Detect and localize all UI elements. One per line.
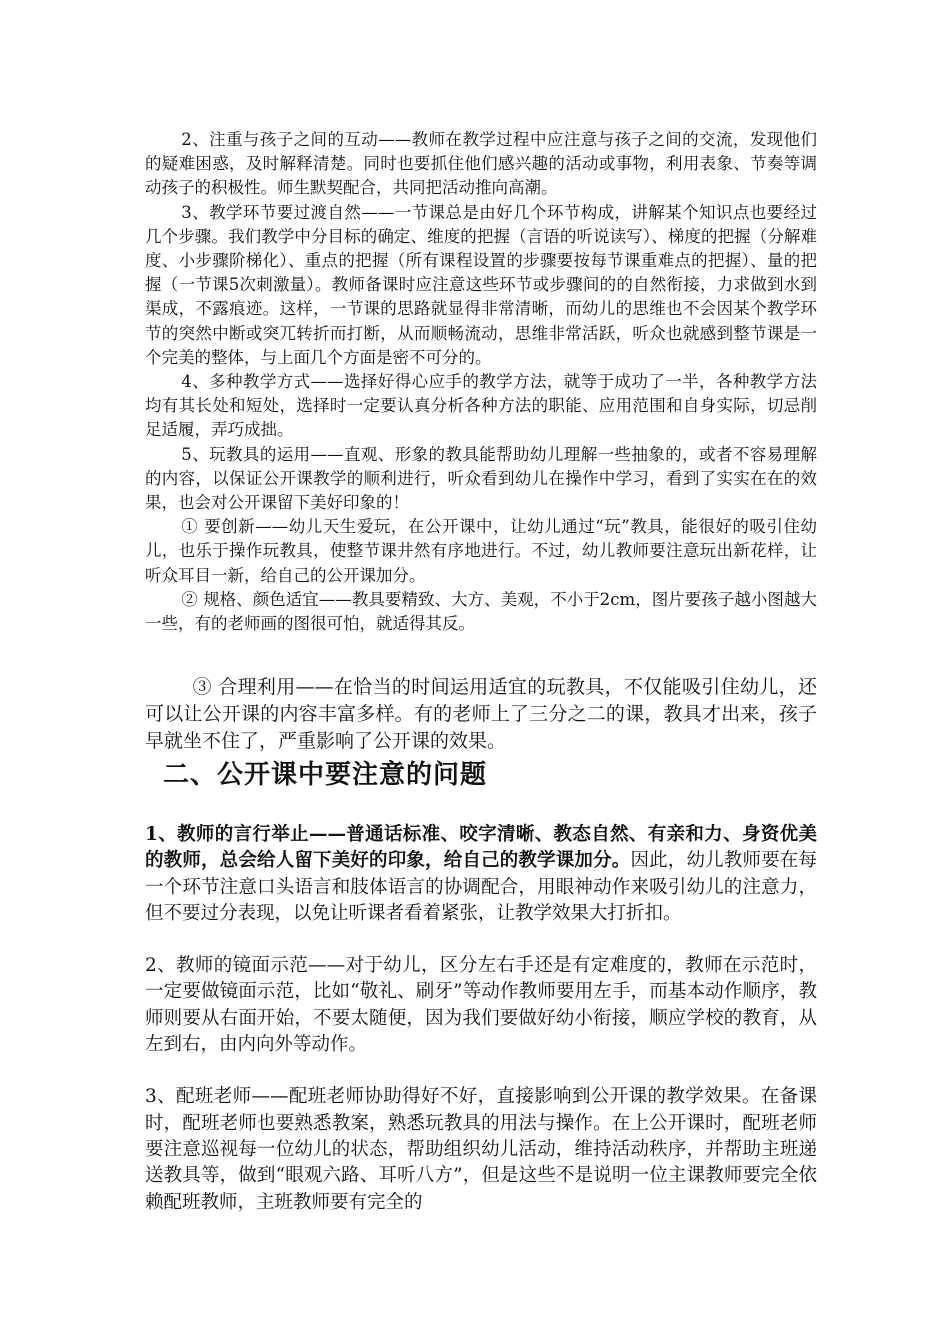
paragraph-teaching-aids: 5、玩教具的运用——直观、形象的教具能帮助幼儿理解一些抽象的，或者不容易理解的内容，以保证公开课教学的顺利进行，听众看到幼儿在操作中学习，看到了实实在在的效果，也会对公开课留下美好印象的！ [145, 444, 817, 513]
paragraph-assistant-teacher: 3、配班老师——配班老师协助得好不好，直接影响到公开课的教学效果。在备课时，配班老师也要熟悉教案，熟悉玩教具的用法与操作。在上公开课时，配班老师要注意巡视每一位幼儿的状态，帮助组织幼儿活动，维持活动秩序，并帮助主班递送教具等，做到“眼观六路、耳听八方”，但是这些不是说明一位主课教师要完全依赖配班教师，主班教师要有完全的 [145, 1086, 817, 1213]
section-reasonable-use [145, 674, 817, 755]
paragraph-interaction: 2、注重与孩子之间的互动——教师在教学过程中应注意与孩子之间的交流，发现他们的疑难困惑，及时解释清楚。同时也要抓住他们感兴趣的活动或事物，利用表象、节奏等调动孩子的积极性。师生默契配合，共同把活动推向高潮。 [145, 130, 817, 198]
paragraph-reasonable-use: ③ 合理利用——在恰当的时间运用适宜的玩教具，不仅能吸引住幼儿，还可以让公开课的内容丰富多样。有的老师上了三分之二的课，教具才出来，孩子早就坐不住了，严重影响了公开课的效果。 [145, 676, 817, 752]
section-teaching-tips [145, 128, 817, 636]
paragraph-teacher-conduct [145, 822, 817, 927]
section-heading: 二、公开课中要注意的问题 [163, 760, 488, 790]
paragraph-innovation: ① 要创新——幼儿天生爱玩，在公开课中，让幼儿通过“玩”教具，能很好的吸引住幼儿，也乐于操作玩教具，使整节课井然有序地进行。不过，幼儿教师要注意玩出新花样，让听众耳目一新，给自己的公开课加分。 [145, 517, 817, 585]
paragraph-transitions: 3、教学环节要过渡自然——一节课总是由好几个环节构成，讲解某个知识点也要经过几个步骤。我们教学中分目标的确定、维度的把握（言语的听说读写）、梯度的把握（分解难度、小步骤阶梯化）、重点的把握（所有课程设置的步骤要按每节课重难点的把握）、量的把握（一节课5次刺激量）。教师备课时应注意这些环节或步骤间的的自然衔接，力求做到水到渠成，不露痕迹。这样，一节课的思路就显得非常清晰，而幼儿的思维也不会因某个教学环节的突然中断或突兀转折而打断，从而顺畅流动，思维非常活跃，听众也就感到整节课是一个完美的整体，与上面几个方面是密不可分的。 [145, 202, 817, 367]
teacher-conduct-emphasis: 1、教师的言行举止——普通话标准、咬字清晰、教态自然、有亲和力、身资优美的教师，总会给人留下美好的印象，给自己的教学课加分。 [145, 824, 817, 872]
section-issues [145, 822, 817, 1216]
paragraph-teaching-methods: 4、多种教学方式——选择好得心应手的教学方法，就等于成功了一半，各种教学方法均有其长处和短处，选择时一定要认真分析各种方法的职能、应用范围和自身实际，切忌削足适履，弄巧成拙。 [145, 372, 817, 440]
paragraph-size-color: ② 规格、颜色适宜——教具要精致、大方、美观，不小于2cm，图片要孩子越小图越大一些，有的老师画的图很可怕，就适得其反。 [145, 589, 817, 634]
paragraph-mirror-demo: 2、教师的镜面示范——对于幼儿，区分左右手还是有定难度的，教师在示范时，一定要做镜面示范，比如“敬礼、刷牙”等动作教师要用左手，而基本动作顺序，教师则要从右面开始，不要太随便，因为我们要做好幼小衔接，顺应学校的教育，从左到右，由内向外等动作。 [145, 955, 817, 1056]
teacher-conduct-text: 因此，幼儿教师要在每一个环节注意口头语言和肢体语言的协调配合，用眼神动作来吸引幼儿的注意力，但不要过分表现，以免让听课者看着紧张，让教学效果大打折扣。 [145, 850, 817, 924]
